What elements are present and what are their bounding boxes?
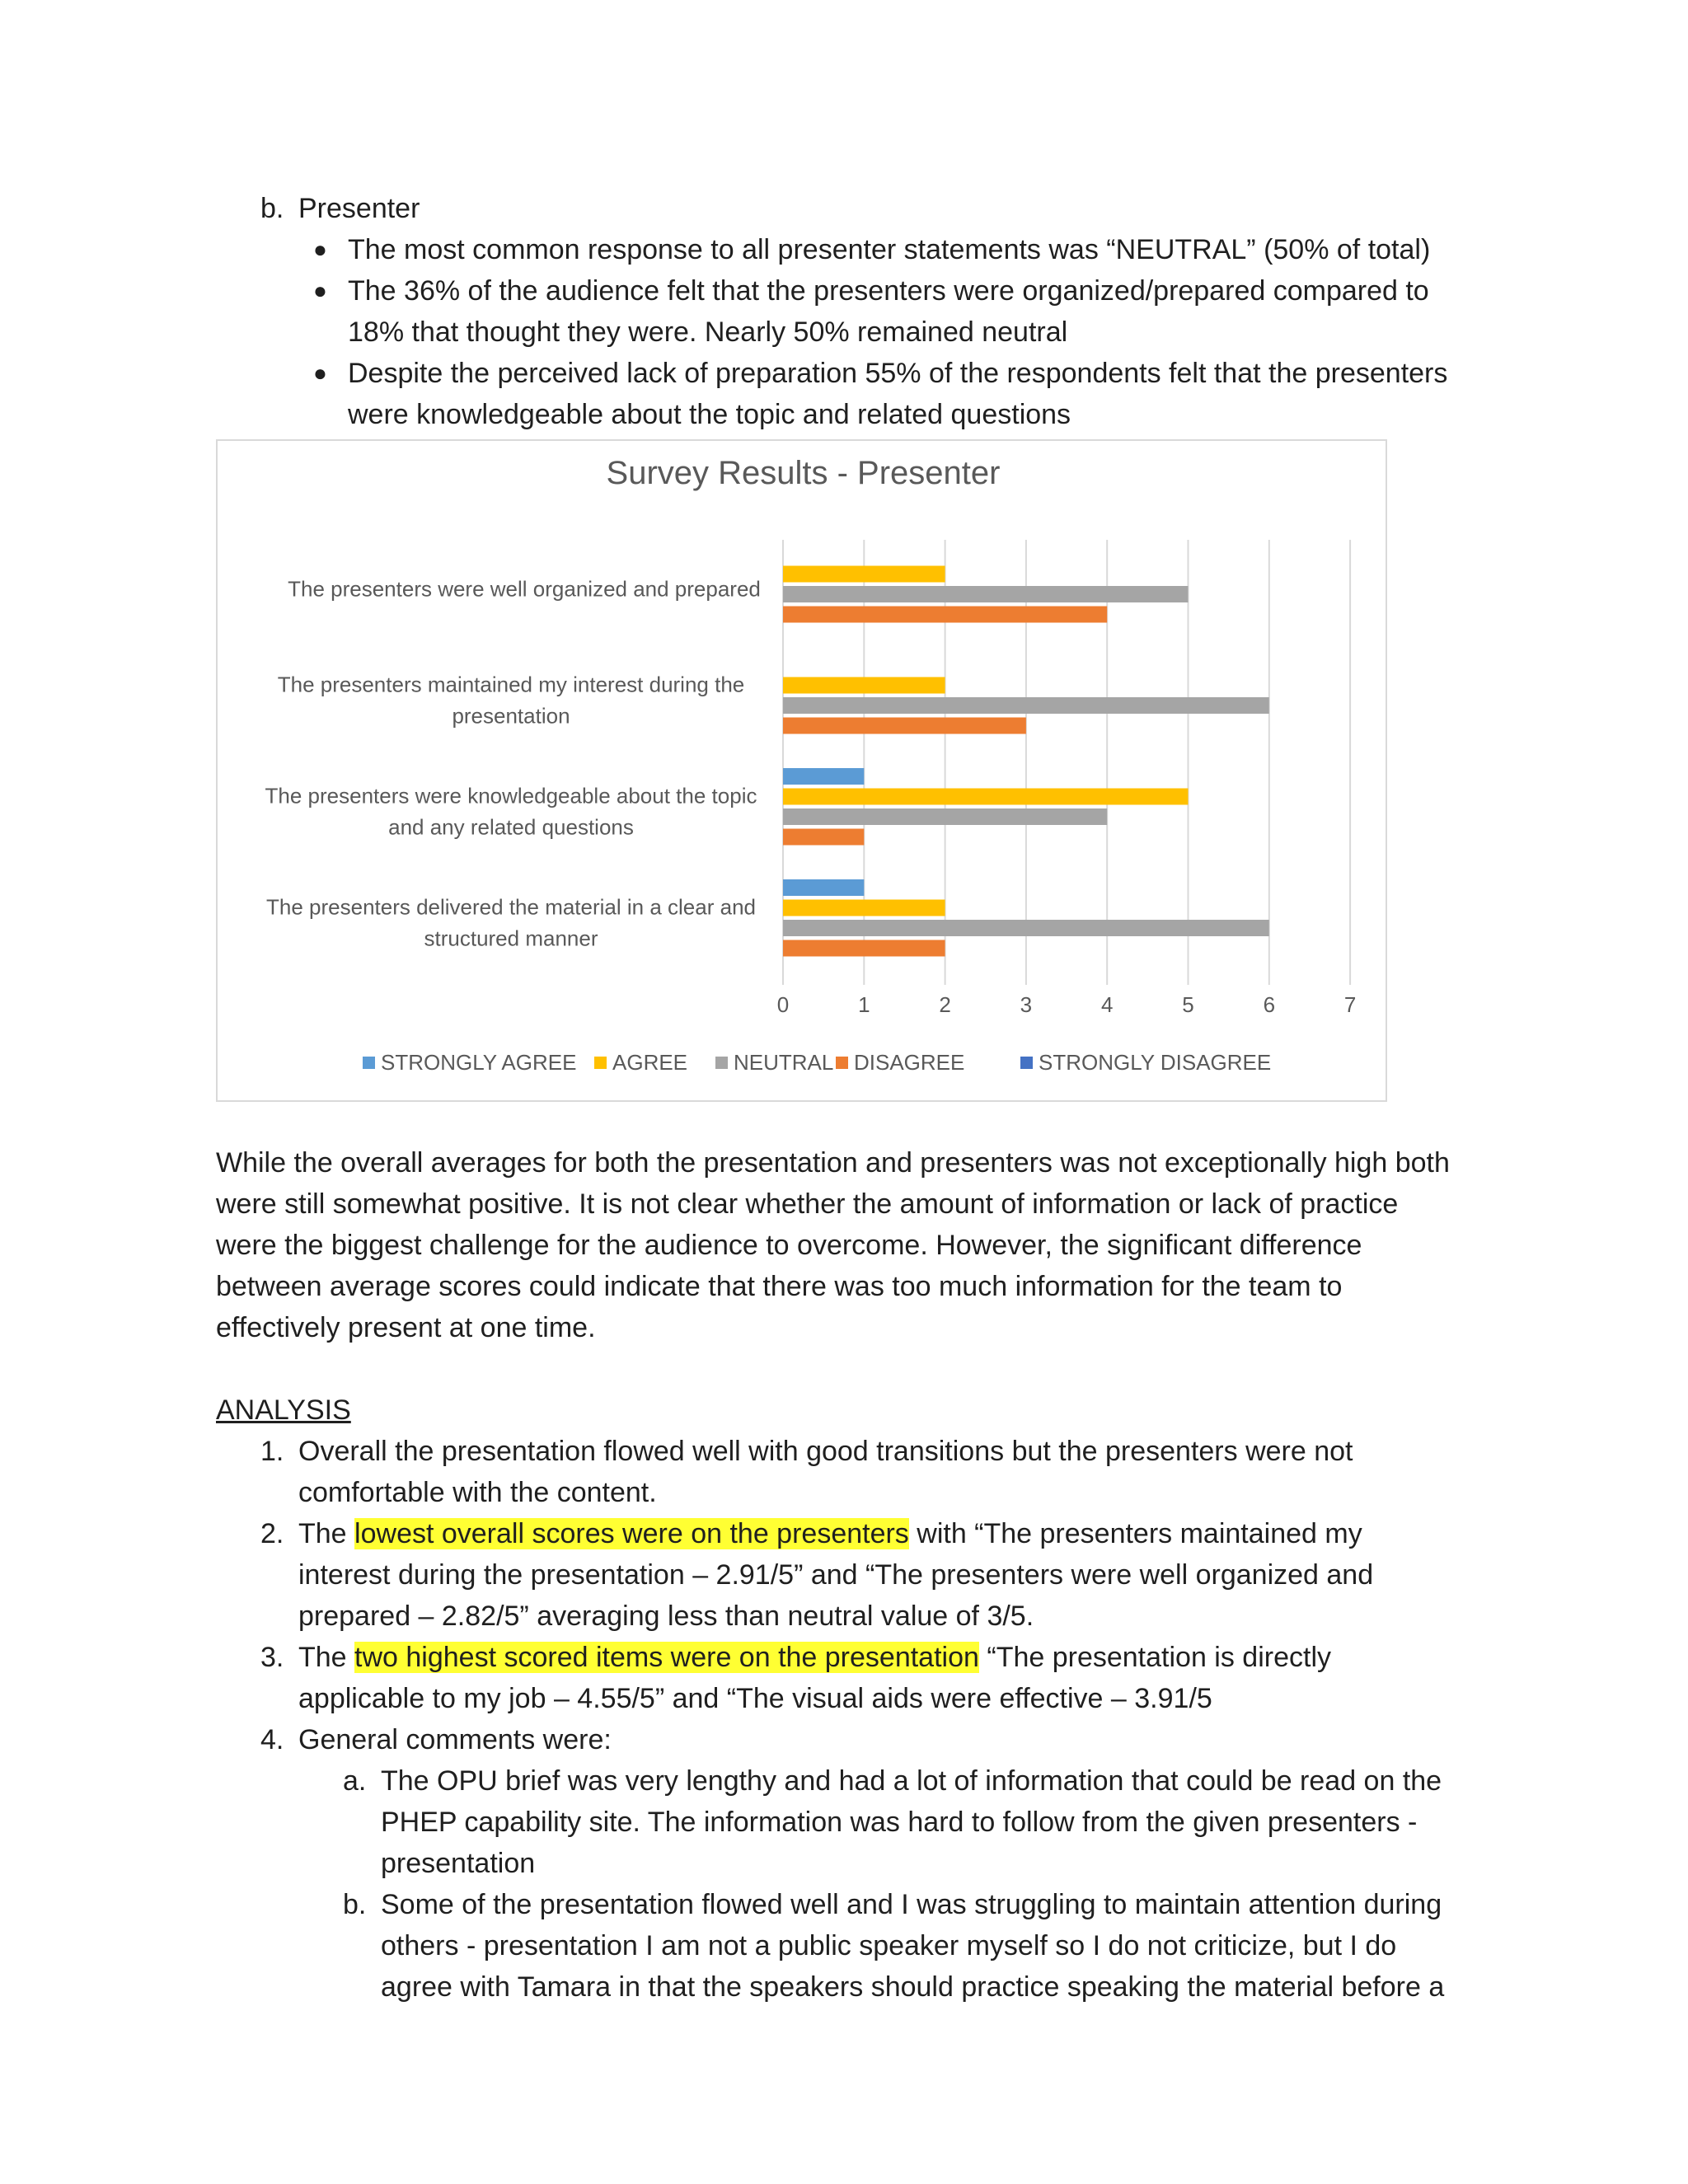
list-number: 2. bbox=[260, 1518, 284, 1549]
bar-disagree bbox=[783, 829, 864, 846]
bullet-icon: ● bbox=[313, 237, 327, 262]
tick-label: 0 bbox=[776, 992, 790, 1017]
category-label: The presenters maintained my interest during the bbox=[277, 672, 745, 697]
bullet-icon: ● bbox=[313, 360, 327, 386]
comment-text: PHEP capability site. The information was hard to follow from the given presenters - bbox=[381, 1807, 1418, 1838]
comment-text: The OPU brief was very lengthy and had a lot of information that could be read on the bbox=[381, 1765, 1442, 1797]
analysis-text: applicable to my job – 4.55/5” and “The visual aids were effective – 3.91/5 bbox=[298, 1683, 1212, 1714]
category-label: and any related questions bbox=[388, 814, 634, 840]
bullet-text: The 36% of the audience felt that the presenters were organized/prepared compared to bbox=[348, 275, 1429, 307]
analysis-text-pre: The bbox=[298, 1518, 355, 1549]
legend-label: DISAGREE bbox=[854, 1050, 965, 1075]
analysis-text-pre: The bbox=[298, 1642, 355, 1673]
category-label: The presenters delivered the material in a clear and bbox=[266, 894, 756, 920]
legend-swatch bbox=[836, 1057, 848, 1069]
bar-strongly-agree bbox=[783, 879, 864, 896]
highlighted-text: lowest overall scores were on the presenters bbox=[354, 1518, 909, 1549]
bar-strongly-agree bbox=[783, 768, 864, 785]
highlighted-text: two highest scored items were on the presentation bbox=[354, 1642, 979, 1673]
chart-svg bbox=[218, 441, 1389, 1104]
legend-swatch bbox=[1020, 1057, 1033, 1069]
summary-line: While the overall averages for both the presentation and presenters was not exceptionally high both bbox=[216, 1147, 1450, 1179]
tick-label: 5 bbox=[1182, 992, 1194, 1017]
survey-chart bbox=[216, 439, 1387, 1102]
analysis-text: Overall the presentation flowed well with good transitions but the presenters were not bbox=[298, 1436, 1353, 1467]
summary-line: effectively present at one time. bbox=[216, 1312, 596, 1343]
analysis-text: prepared – 2.82/5” averaging less than neutral value of 3/5. bbox=[298, 1601, 1034, 1632]
summary-line: between average scores could indicate that there was too much information for the team to bbox=[216, 1271, 1343, 1302]
bar-neutral bbox=[783, 920, 1269, 936]
tick-label: 1 bbox=[858, 992, 870, 1017]
analysis-text: General comments were: bbox=[298, 1724, 612, 1755]
list-number: 3. bbox=[260, 1642, 284, 1673]
chart-title: Survey Results - Presenter bbox=[606, 455, 1001, 491]
comment-text: presentation bbox=[381, 1848, 536, 1879]
bar-disagree bbox=[783, 940, 945, 957]
category-label: The presenters were knowledgeable about the topic bbox=[265, 783, 757, 808]
bullet-text: The most common response to all presenter statements was “NEUTRAL” (50% of total) bbox=[348, 234, 1431, 265]
tick-label: 7 bbox=[1343, 992, 1357, 1017]
legend-swatch bbox=[715, 1057, 728, 1069]
bar-neutral bbox=[783, 697, 1269, 714]
tick-label: 2 bbox=[939, 992, 951, 1017]
bullet-text: 18% that thought they were. Nearly 50% remained neutral bbox=[348, 316, 1068, 348]
bar-neutral bbox=[783, 808, 1107, 825]
legend-label: NEUTRAL bbox=[734, 1050, 834, 1075]
analysis-text: comfortable with the content. bbox=[298, 1477, 657, 1508]
comment-marker: a. bbox=[343, 1765, 367, 1797]
category-label: The presenters were well organized and prepared bbox=[288, 576, 761, 602]
section-heading: Presenter bbox=[298, 193, 420, 224]
comment-text: others - presentation I am not a public speaker myself so I do not criticize, but I do bbox=[381, 1930, 1397, 1961]
bar-disagree bbox=[783, 607, 1107, 623]
legend-swatch bbox=[363, 1057, 375, 1069]
tick-label: 6 bbox=[1263, 992, 1276, 1017]
analysis-text-post: “The presentation is directly bbox=[978, 1642, 1331, 1673]
summary-line: were still somewhat positive. It is not clear whether the amount of information or lack of practice bbox=[216, 1188, 1399, 1220]
legend-label: STRONGLY DISAGREE bbox=[1039, 1050, 1272, 1075]
analysis-text bbox=[298, 1513, 1362, 1554]
bar-agree bbox=[783, 900, 945, 916]
legend-label: STRONGLY AGREE bbox=[381, 1050, 577, 1075]
legend-swatch bbox=[594, 1057, 607, 1069]
summary-line: were the biggest challenge for the audience to overcome. However, the significant difference bbox=[216, 1230, 1362, 1261]
analysis-text bbox=[298, 1637, 1331, 1678]
bullet-text: Despite the perceived lack of preparation 55% of the respondents felt that the presenters bbox=[348, 358, 1448, 389]
list-number: 1. bbox=[260, 1436, 284, 1467]
category-label: structured manner bbox=[424, 926, 598, 951]
bar-disagree bbox=[783, 718, 1026, 734]
analysis-text-post: with “The presenters maintained my bbox=[908, 1518, 1362, 1549]
tick-label: 4 bbox=[1100, 992, 1114, 1017]
tick-label: 3 bbox=[1020, 992, 1033, 1017]
category-label: presentation bbox=[452, 703, 570, 729]
list-number: 4. bbox=[260, 1724, 284, 1755]
bullet-icon: ● bbox=[313, 278, 327, 303]
bar-agree bbox=[783, 677, 945, 694]
bar-agree bbox=[783, 789, 1189, 805]
bar-agree bbox=[783, 566, 945, 583]
bar-neutral bbox=[783, 586, 1189, 602]
comment-text: Some of the presentation flowed well and I was struggling to maintain attention during bbox=[381, 1889, 1442, 1920]
comment-marker: b. bbox=[343, 1889, 367, 1920]
bullet-text: were knowledgeable about the topic and related questions bbox=[348, 399, 1071, 430]
analysis-text: interest during the presentation – 2.91/5” and “The presenters were well organized and bbox=[298, 1559, 1374, 1591]
comment-text: agree with Tamara in that the speakers should practice speaking the material before a bbox=[381, 1971, 1445, 2003]
analysis-heading: ANALYSIS bbox=[216, 1394, 351, 1426]
section-marker: b. bbox=[260, 193, 284, 224]
legend-label: AGREE bbox=[612, 1050, 688, 1075]
